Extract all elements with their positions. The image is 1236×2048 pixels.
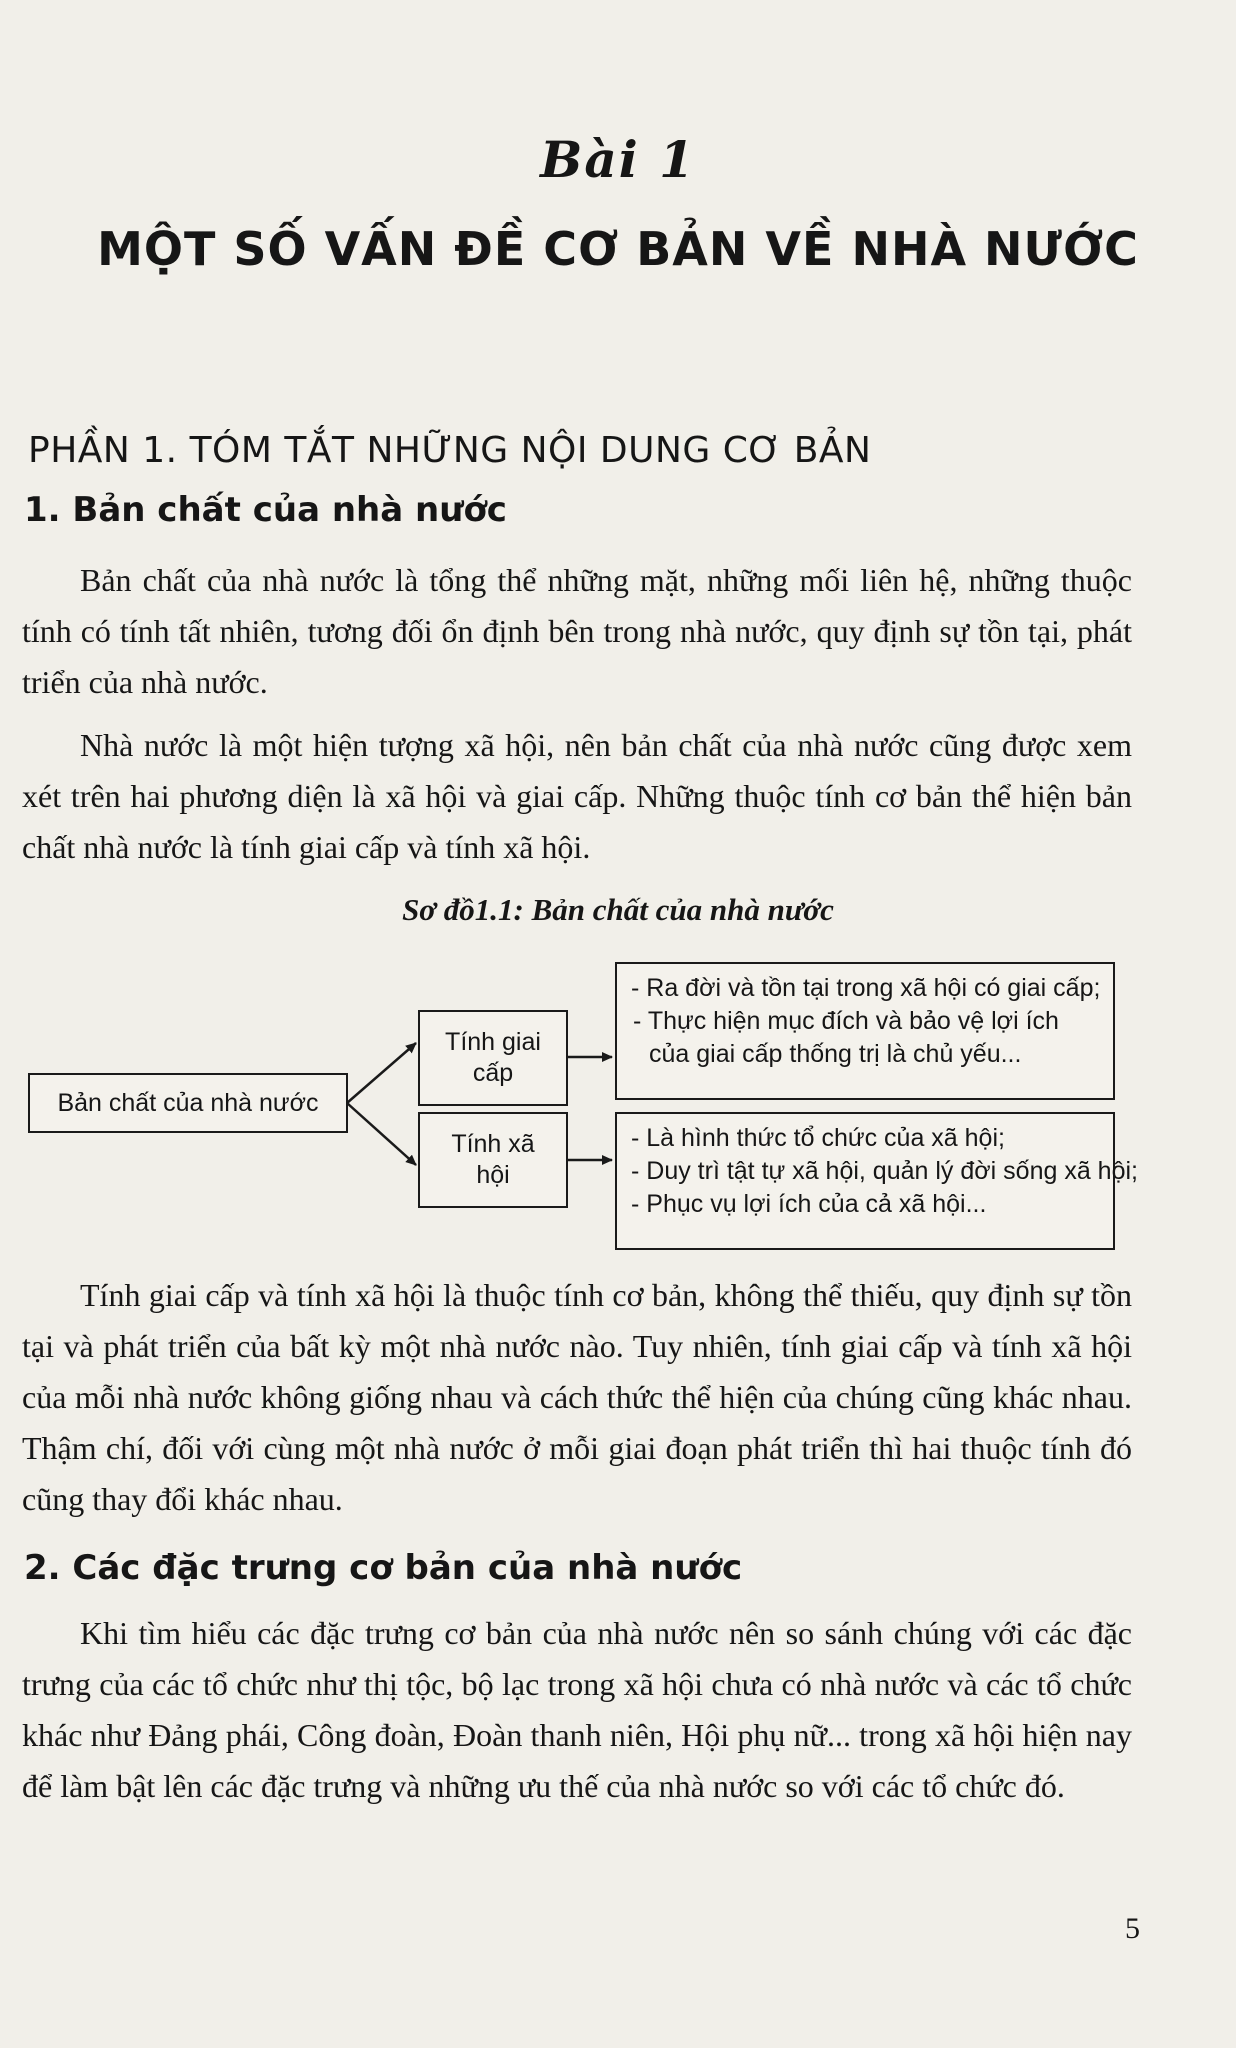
section-1-paragraph-3: Tính giai cấp và tính xã hội là thuộc tính cơ bản, không thể thiếu, quy định sự tồn tại và phát triển của bất kỳ một nhà nước nào. Tuy nhiên, tính giai cấp và tính xã hội của mỗi nhà nước không giống nhau và cách thức thể hiện của chúng cũng khác nhau. Thậm chí, đối với cùng một nhà nước ở mỗi giai đoạn phát triển thì hai thuộc tính đó cũng thay đổi khác nhau.	[22, 1277, 1132, 1517]
class-label: Tính giai cấp	[445, 1028, 541, 1087]
section-1-paragraph-1: Bản chất của nhà nước là tổng thể những mặt, những mối liên hệ, những thuộc tính có tính tất nhiên, tương đối ổn định bên trong nhà nước, quy định sự tồn tại, phát triển của nhà nước.	[22, 562, 1132, 700]
section-2-heading: 2. Các đặc trưng cơ bản của nhà nước	[24, 1548, 743, 1588]
social-label: Tính xã hội	[451, 1130, 535, 1189]
arrow-to-class	[347, 1043, 416, 1103]
social-item: - Là hình thức tổ chức của xã hội;	[631, 1124, 1005, 1152]
section-2-paragraph-1: Khi tìm hiểu các đặc trưng cơ bản của nhà nước nên so sánh chúng với các đặc trưng của các tổ chức như thị tộc, bộ lạc trong xã hội chưa có nhà nước và các tổ chức khác như Đảng phái, Công đoàn, Đoàn thanh niên, Hội phụ nữ... trong xã hội hiện nay để làm bật lên các đặc trưng và những ưu thế của nhà nước so với các tổ chức đó.	[22, 1615, 1132, 1804]
class-list-box	[615, 962, 1115, 1100]
arrow-to-social	[347, 1103, 416, 1165]
social-box	[418, 1112, 568, 1208]
section-1-paragraph-2: Nhà nước là một hiện tượng xã hội, nên bản chất của nhà nước cũng được xem xét trên hai phương diện là xã hội và giai cấp. Những thuộc tính cơ bản thể hiện bản chất nhà nước là tính giai cấp và tính xã hội.	[22, 727, 1132, 865]
root-box	[28, 1073, 348, 1133]
class-item: của giai cấp thống trị là chủ yếu...	[649, 1040, 1022, 1068]
diagram-caption: Sơ đồ1.1: Bản chất của nhà nước	[402, 892, 834, 927]
social-item: - Phục vụ lợi ích của cả xã hội...	[631, 1190, 987, 1218]
part-heading: PHẦN 1. TÓM TẮT NHỮNG NỘI DUNG CƠ BẢN	[28, 430, 872, 471]
social-list-box	[615, 1112, 1138, 1250]
root-label: Bản chất của nhà nước	[57, 1088, 319, 1117]
lesson-label: Bài 1	[540, 130, 696, 189]
section-1-heading: 1. Bản chất của nhà nước	[24, 490, 507, 530]
class-box	[418, 1010, 568, 1106]
page-number: 5	[1125, 1912, 1140, 1945]
class-item: - Thực hiện mục đích và bảo vệ lợi ích	[633, 1007, 1059, 1035]
class-item: - Ra đời và tồn tại trong xã hội có giai cấp;	[631, 974, 1101, 1002]
social-item: - Duy trì tật tự xã hội, quản lý đời sống xã hội;	[631, 1157, 1138, 1185]
page-title: MỘT SỐ VẤN ĐỀ CƠ BẢN VỀ NHÀ NƯỚC	[97, 222, 1139, 276]
